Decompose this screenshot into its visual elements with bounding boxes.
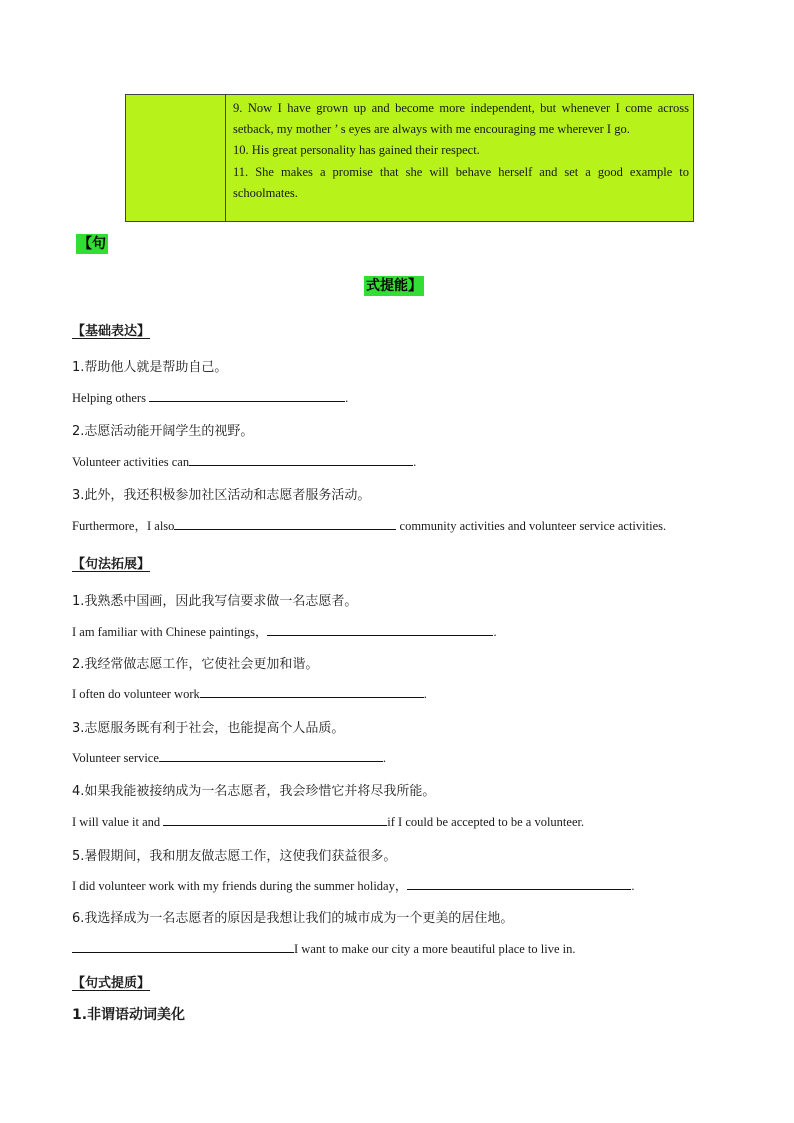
table-line-11: 11. She makes a promise that she will behave herself and set a good example to schoolmates. (233, 164, 689, 200)
answer-prefix: Volunteer activities can (72, 455, 190, 469)
section-heading-improve: 【句式提质】 (72, 976, 151, 991)
question-zh: 3.此外，我还积极参加社区活动和志愿者服务活动。 (72, 488, 371, 503)
answer-prefix: I did volunteer work with my friends during the summer holiday， (72, 879, 408, 893)
answer-suffix: . (423, 687, 427, 701)
answer-line (72, 940, 576, 957)
answer-line (72, 813, 584, 830)
question-zh: 2.志愿活动能开阔学生的视野。 (72, 424, 254, 439)
answer-suffix: . (413, 455, 417, 469)
answer-line (72, 453, 416, 470)
answer-line (72, 389, 348, 406)
answer-line (72, 685, 427, 702)
question-zh: 3.志愿服务既有利于社会，也能提高个人品质。 (72, 721, 345, 736)
answer-prefix: I will value it and (72, 815, 164, 829)
title-tag-part1: 【句 (78, 236, 106, 252)
question-zh: 2.我经常做志愿工作，它使社会更加和谐。 (72, 657, 319, 672)
answer-prefix: Volunteer service (72, 751, 159, 765)
answer-suffix: . (345, 391, 349, 405)
answer-blank[interactable] (189, 453, 413, 466)
answer-prefix: I often do volunteer work (72, 687, 200, 701)
subheading-nonfinite-verbs: 1.非谓语动词美化 (72, 1007, 186, 1023)
table-line-10: 10. His great personality has gained their respect. (233, 143, 480, 158)
title-tag-part2: 式提能】 (366, 278, 422, 294)
answer-blank[interactable] (72, 940, 294, 953)
answer-blank[interactable] (149, 389, 345, 402)
question-zh: 4.如果我能被接纳成为一名志愿者，我会珍惜它并将尽我所能。 (72, 784, 436, 799)
answer-prefix: Furthermore，I also (72, 519, 175, 533)
answer-line (72, 749, 386, 766)
answer-blank[interactable] (407, 877, 631, 890)
answer-blank[interactable] (163, 813, 387, 826)
answer-suffix: . (493, 625, 497, 639)
table-line-9: 9. Now I have grown up and become more independent, but whenever I come across setback, my mother ’ s eyes are always with me encouraging me wherever I go. (233, 101, 689, 137)
answer-blank[interactable] (159, 749, 383, 762)
table-left-cell (126, 95, 226, 221)
sentence-table (125, 94, 694, 222)
question-zh: 1.我熟悉中国画，因此我写信要求做一名志愿者。 (72, 594, 358, 609)
section-heading-basic: 【基础表达】 (72, 324, 151, 339)
answer-suffix: I want to make our city a more beautiful place to live in. (294, 942, 576, 956)
answer-prefix: Helping others (72, 391, 150, 405)
question-zh: 5.暑假期间，我和朋友做志愿工作，这使我们获益很多。 (72, 849, 397, 864)
answer-prefix: I am familiar with Chinese paintings， (72, 625, 268, 639)
answer-line (72, 516, 666, 534)
answer-suffix: if I could be accepted to be a volunteer. (387, 815, 585, 829)
section-heading-expand: 【句法拓展】 (72, 557, 151, 572)
answer-blank[interactable] (174, 517, 396, 530)
question-zh: 6.我选择成为一名志愿者的原因是我想让我们的城市成为一个更美的居住地。 (72, 911, 514, 926)
answer-blank[interactable] (267, 623, 493, 636)
table-right-cell (233, 98, 689, 204)
question-zh: 1.帮助他人就是帮助自己。 (72, 360, 228, 375)
answer-suffix: . (382, 751, 387, 765)
answer-line (72, 622, 497, 640)
answer-suffix: . (631, 879, 635, 893)
answer-suffix: community activities and volunteer service activities. (396, 519, 667, 533)
answer-line (72, 876, 634, 894)
answer-blank[interactable] (200, 685, 424, 698)
